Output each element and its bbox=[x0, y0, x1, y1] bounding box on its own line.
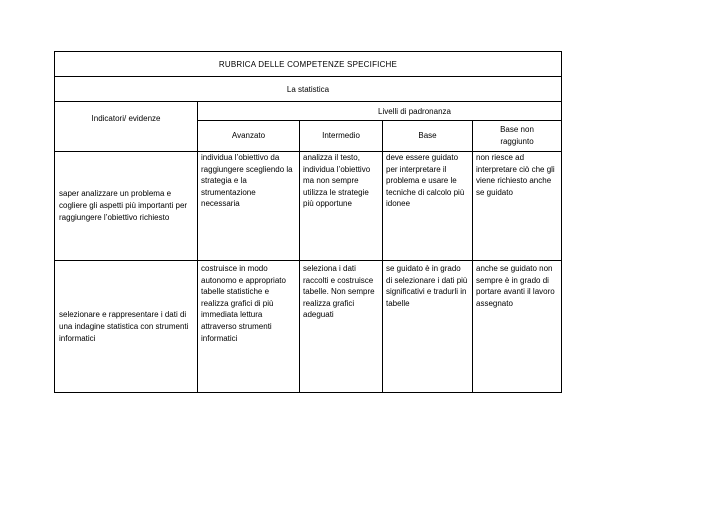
table-title: RUBRICA DELLE COMPETENZE SPECIFICHE bbox=[55, 52, 562, 77]
descriptor-cell: deve essere guidato per interpretare il problema e usare le tecniche di calcolo più idonee bbox=[383, 152, 473, 261]
indicators-header: Indicatori/ evidenze bbox=[55, 102, 198, 152]
rubric-table bbox=[54, 51, 562, 393]
level-base: Base bbox=[383, 121, 473, 152]
descriptor-cell: individua l’obiettivo da raggiungere scegliendo la strategia e la strumentazione necessaria bbox=[198, 152, 300, 261]
level-advanced: Avanzato bbox=[198, 121, 300, 152]
descriptor-cell: seleziona i dati raccolti e costruisce tabelle. Non sempre realizza grafici adeguati bbox=[300, 261, 383, 393]
indicator-cell: selezionare e rappresentare i dati di una indagine statistica con strumenti informatici bbox=[55, 261, 198, 393]
level-not-reached bbox=[473, 121, 562, 152]
levels-header: Livelli di padronanza bbox=[198, 102, 562, 121]
table-row bbox=[55, 152, 562, 261]
descriptor-cell: non riesce ad interpretare ciò che gli viene richiesto anche se guidato bbox=[473, 152, 562, 261]
table-row bbox=[55, 261, 562, 393]
descriptor-cell: analizza il testo, individua l’obiettivo ma non sempre utilizza le strategie più opportune bbox=[300, 152, 383, 261]
descriptor-cell: costruisce in modo autonomo e appropriato tabelle statistiche e realizza grafici di più immediata lettura attraverso strumenti informatici bbox=[198, 261, 300, 393]
level-intermediate: Intermedio bbox=[300, 121, 383, 152]
descriptor-cell: se guidato è in grado di selezionare i dati più significativi e tradurli in tabelle bbox=[383, 261, 473, 393]
table-subtitle: La statistica bbox=[55, 77, 562, 102]
descriptor-cell: anche se guidato non sempre è in grado di portare avanti il lavoro assegnato bbox=[473, 261, 562, 393]
level-not-reached-label: Base non raggiunto bbox=[500, 125, 534, 146]
indicator-cell: saper analizzare un problema e cogliere gli aspetti più importanti per raggiungere l’obiettivo richiesto bbox=[55, 152, 198, 261]
